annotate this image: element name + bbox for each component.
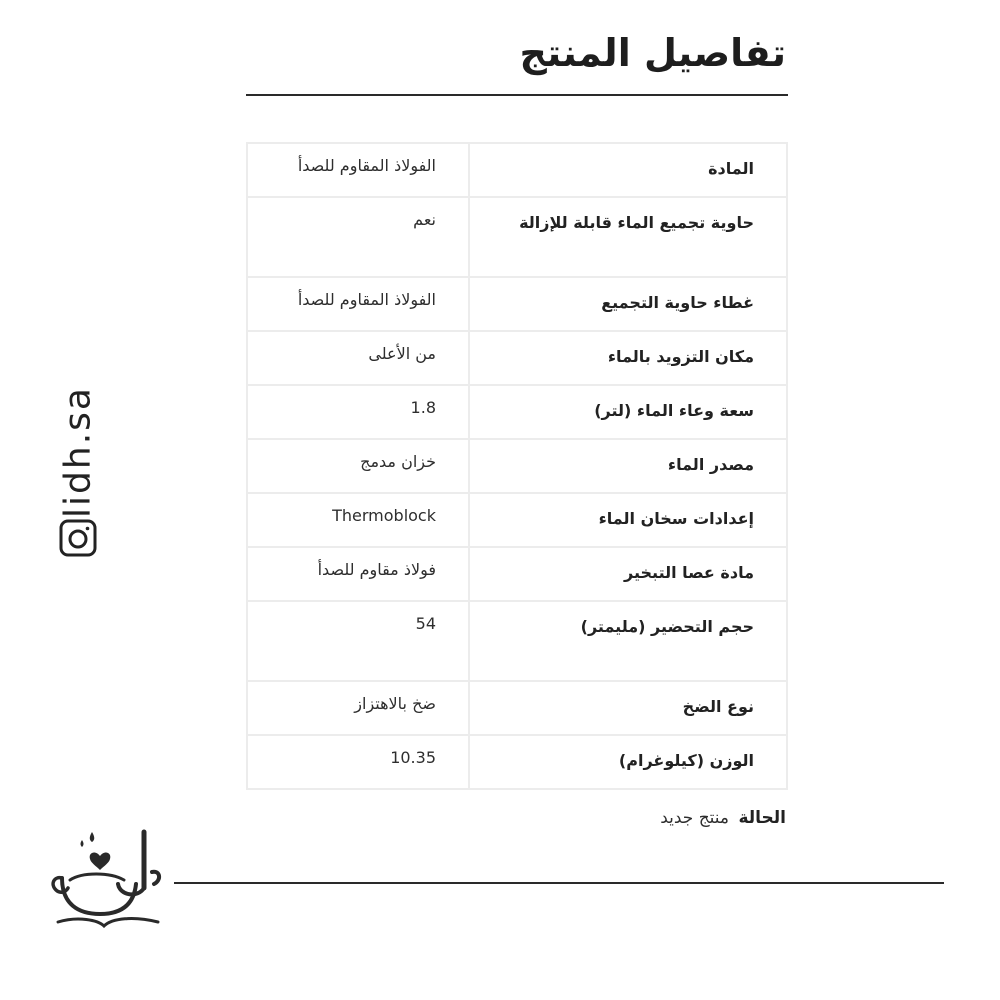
condition-value: منتج جديد — [660, 808, 730, 828]
coffee-cup-logo — [48, 826, 168, 930]
spec-label: المادة — [469, 143, 787, 197]
page-title: تفاصيل المنتج — [519, 31, 786, 75]
table-row — [247, 601, 787, 681]
table-row — [247, 493, 787, 547]
spec-value: 10.35 — [247, 735, 469, 789]
specs-table — [246, 142, 788, 790]
table-row — [247, 547, 787, 601]
spec-value: الفولاذ المقاوم للصدأ — [247, 277, 469, 331]
table-row — [247, 385, 787, 439]
social-handle[interactable] — [56, 340, 100, 560]
table-row — [247, 197, 787, 277]
title-divider — [246, 94, 788, 96]
table-row — [247, 681, 787, 735]
spec-label: الوزن (كيلوغرام) — [469, 735, 787, 789]
spec-label: نوع الضخ — [469, 681, 787, 735]
spec-value: نعم — [247, 197, 469, 277]
table-row — [247, 735, 787, 789]
spec-value: 1.8 — [247, 385, 469, 439]
spec-value: من الأعلى — [247, 331, 469, 385]
spec-label: مادة عصا التبخير — [469, 547, 787, 601]
spec-value: فولاذ مقاوم للصدأ — [247, 547, 469, 601]
spec-value: Thermoblock — [247, 493, 469, 547]
spec-label: حجم التحضير (مليمتر) — [469, 601, 787, 681]
spec-label: مكان التزويد بالماء — [469, 331, 787, 385]
spec-label: إعدادات سخان الماء — [469, 493, 787, 547]
spec-value: خزان مدمج — [247, 439, 469, 493]
spec-value: ضخ بالاهتزاز — [247, 681, 469, 735]
spec-label: حاوية تجميع الماء قابلة للإزالة — [469, 197, 787, 277]
spec-value: 54 — [247, 601, 469, 681]
condition-label: الحالة — [738, 808, 786, 828]
footer-divider — [174, 882, 944, 884]
condition-line — [660, 806, 786, 830]
spec-label: سعة وعاء الماء (لتر) — [469, 385, 787, 439]
instagram-icon — [58, 518, 98, 558]
social-handle-text: lidh.sa — [57, 386, 99, 518]
table-row — [247, 331, 787, 385]
table-row — [247, 277, 787, 331]
spec-label: غطاء حاوية التجميع — [469, 277, 787, 331]
spec-value: الفولاذ المقاوم للصدأ — [247, 143, 469, 197]
table-row — [247, 143, 787, 197]
spec-label: مصدر الماء — [469, 439, 787, 493]
table-row — [247, 439, 787, 493]
